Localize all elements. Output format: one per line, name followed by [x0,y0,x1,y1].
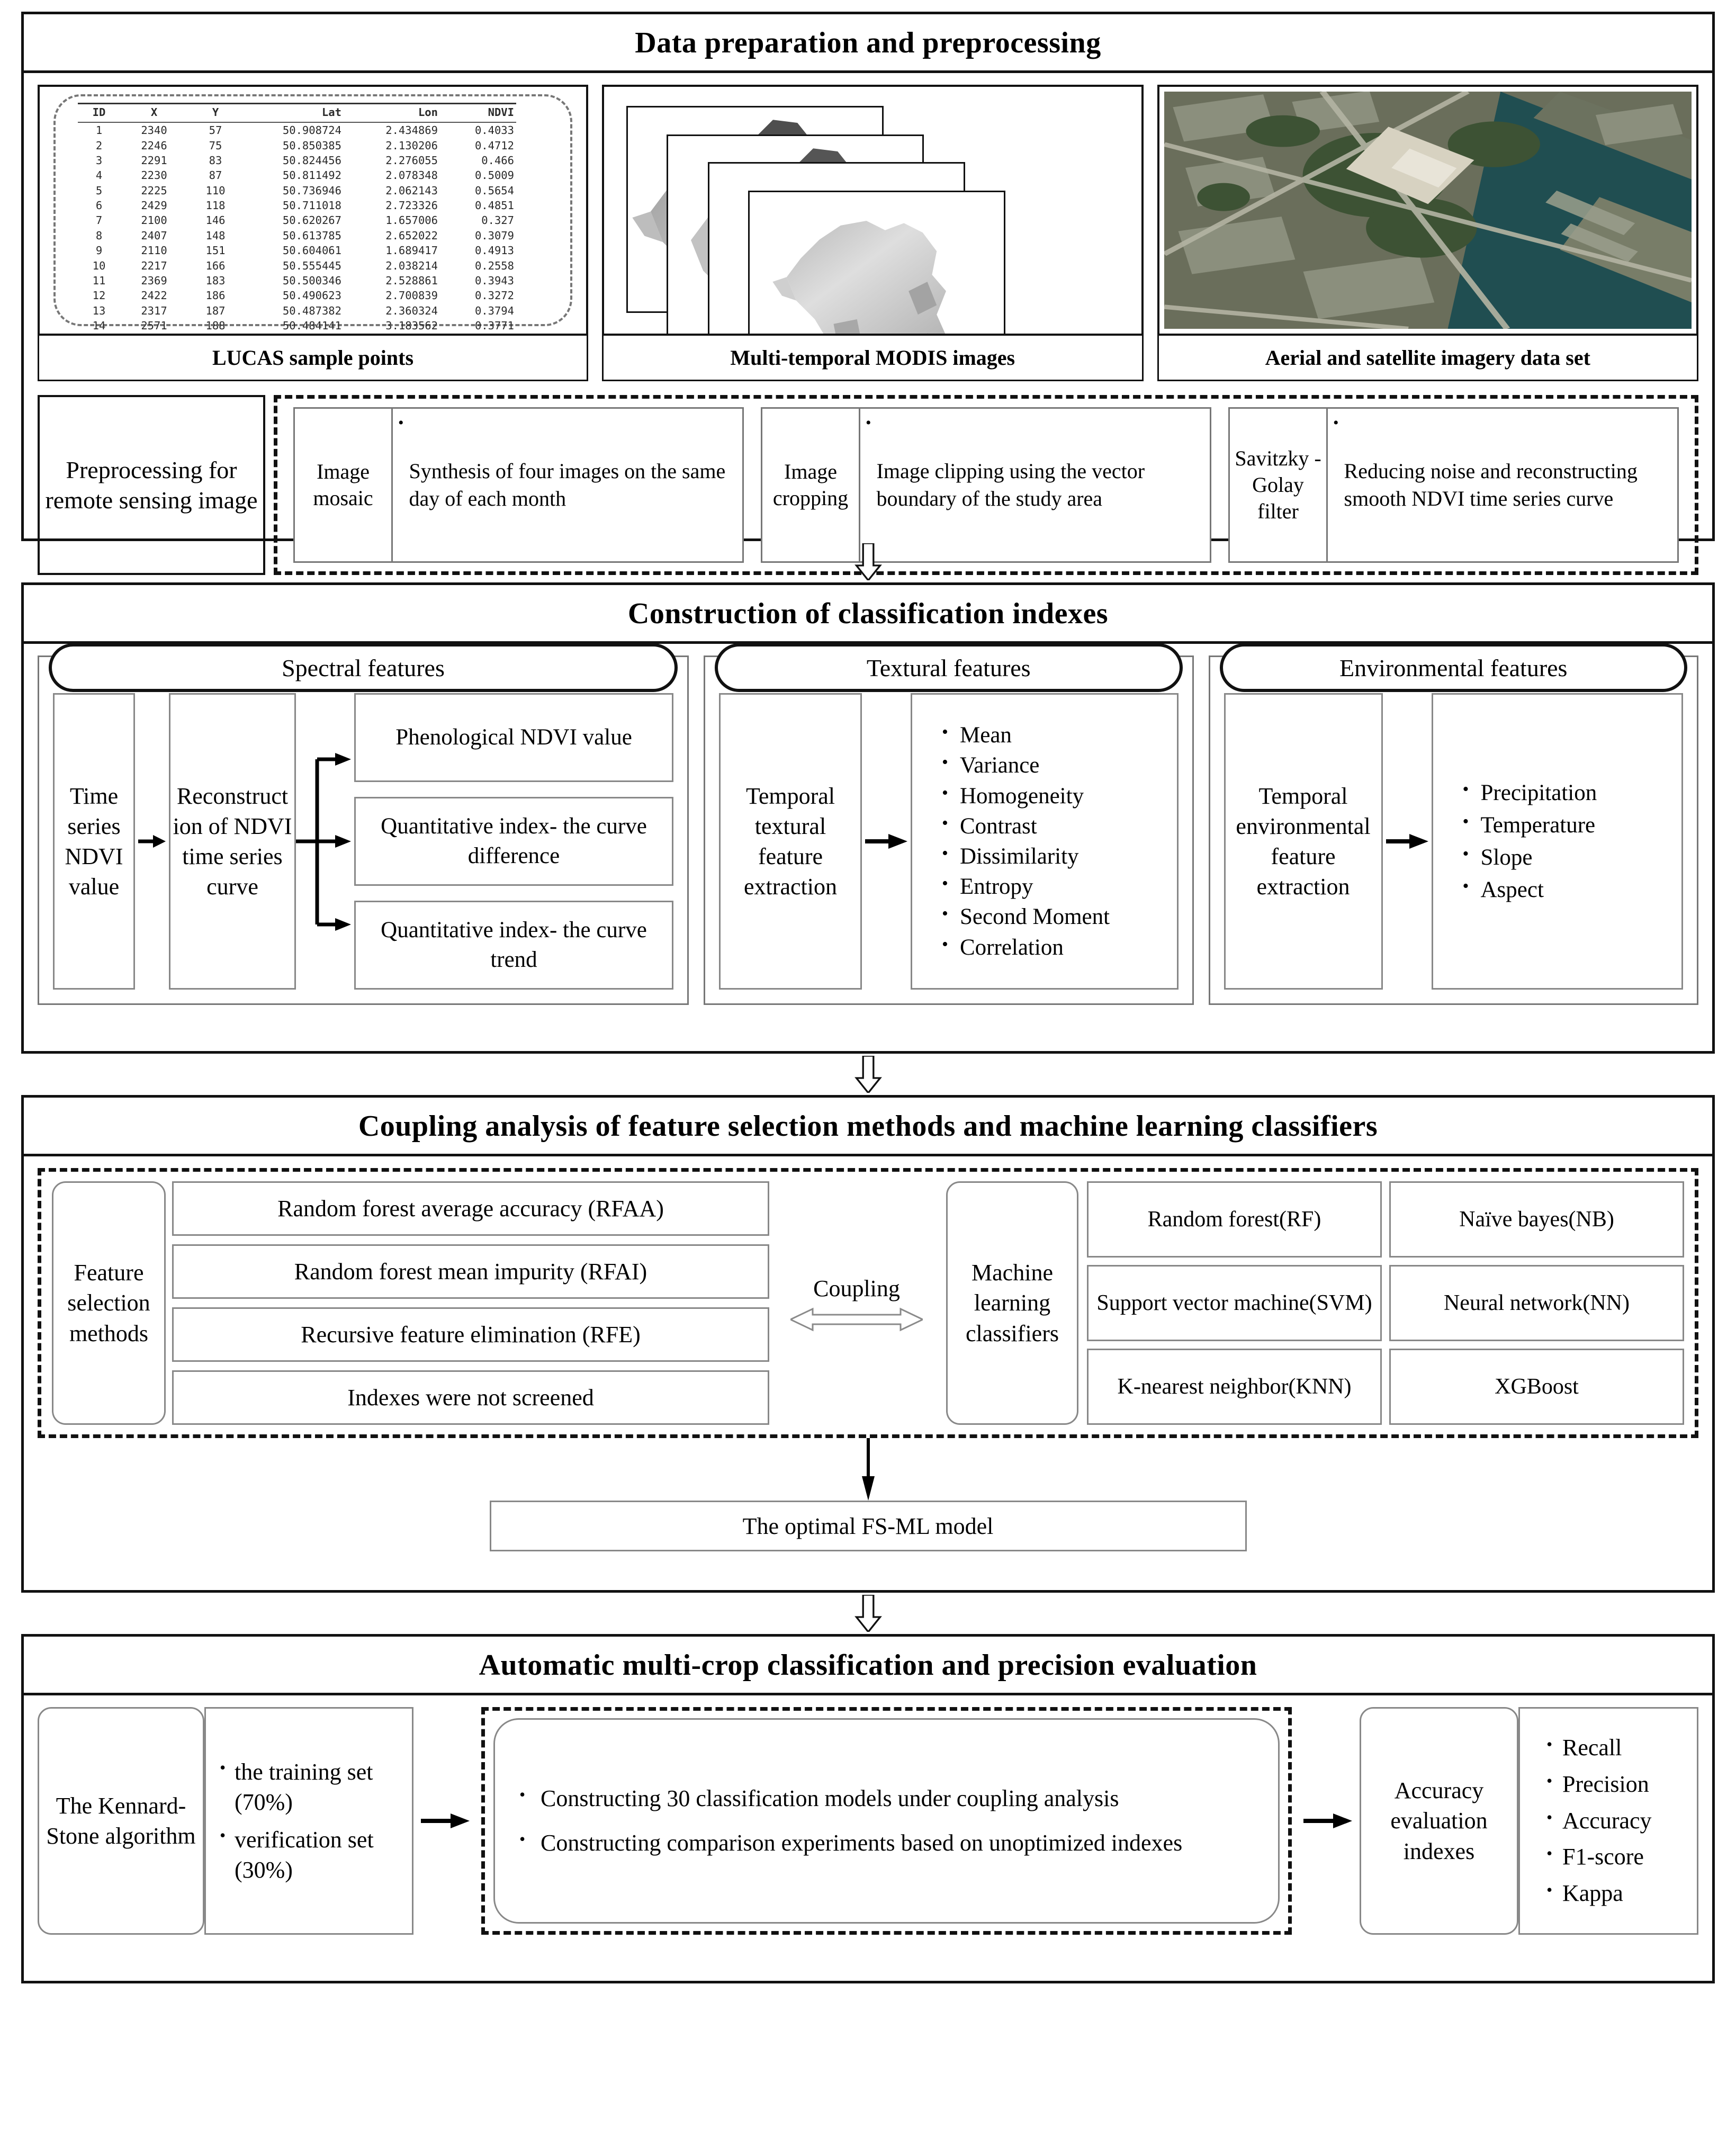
table-row [78,273,516,288]
optimal-model-area [38,1438,1698,1570]
table-cell: 110 [205,184,226,197]
modis-sheet-4 [748,191,1005,336]
table-cell: 50.487382 [282,304,341,317]
machine-learning-label: Machine learning classifiers [946,1181,1078,1425]
experiment-item: • Constructing 30 classification models under coupling analysis [541,1783,1257,1814]
down-arrow-icon [853,1056,883,1093]
table-cell: 2.130206 [385,139,438,152]
accuracy-index-item: • F1-score [1562,1843,1697,1871]
lucas-caption: LUCAS sample points [38,336,588,381]
textural-feature-item: • Dissimilarity [960,841,1177,872]
dataset-split-item: • the training set (70%) [235,1757,407,1817]
bullet-icon: • [1333,414,1339,432]
stage-title-data-preparation: Data preparation and preprocessing [24,14,1712,73]
data-sources-row [38,85,1698,381]
table-cell: 2.652022 [385,229,438,242]
textural-feature-item: • Variance [960,750,1177,780]
preprocessing-item-text: Image clipping using the vector boundary of the study area [876,459,1145,510]
experiment-item: • Constructing comparison experiments based on unoptimized indexes [541,1828,1257,1858]
lucas-table-frame [38,85,588,336]
right-arrow-icon [1302,1811,1353,1830]
table-cell: 12 [92,289,106,302]
preprocessing-item-name: Savitzky -Golay filter [1230,409,1328,561]
right-arrow-icon [864,832,909,851]
down-arrow-icon [858,1438,879,1502]
preprocessing-item [293,407,744,563]
arrow-to-accuracy [1296,1707,1360,1935]
classifier-cell[interactable]: Neural network(NN) [1389,1265,1684,1341]
table-cell: 2571 [141,319,167,333]
environmental-feature-item: • Slope [1481,841,1682,874]
arrow-stage3-to-stage4 [21,1593,1715,1634]
stage-title-evaluation: Automatic multi-crop classification and precision evaluation [24,1637,1712,1695]
table-cell: 75 [209,139,222,152]
classifier-grid [1087,1181,1684,1425]
table-cell: 8 [95,229,103,242]
table-cell: 188 [205,319,226,333]
experiments-dashed-group [481,1707,1292,1935]
table-column-header: NDVI [440,104,516,123]
textural-output-list [911,693,1179,990]
feature-selection-method[interactable]: Indexes were not screened [172,1370,769,1425]
preprocessing-item [1228,407,1679,563]
table-cell: 87 [209,169,222,182]
classifier-cell[interactable]: K-nearest neighbor(KNN) [1087,1349,1382,1425]
table-row [78,258,516,273]
classifier-cell[interactable]: XGBoost [1389,1349,1684,1425]
branch-arrow-icon [296,728,354,955]
spectral-features-card [38,656,689,1005]
accuracy-evaluation-label: Accuracy evaluation indexes [1360,1707,1518,1935]
table-cell [188,333,243,336]
feature-selection-label: Feature selection methods [52,1181,166,1425]
environmental-features-body [1210,681,1697,1003]
double-arrow-icon [790,1307,923,1332]
table-column-header: X [120,104,188,123]
table-column-header: Lon [344,104,440,123]
classifier-cell[interactable]: Naïve bayes(NB) [1389,1181,1684,1258]
accuracy-index-item: • Recall [1562,1734,1697,1762]
table-cell [344,333,440,336]
table-row [78,318,516,333]
classifier-cell[interactable]: Support vector machine(SVM) [1087,1265,1382,1341]
down-arrow-icon [853,1595,883,1632]
table-cell: 50.811492 [282,169,341,182]
stage-title-coupling-analysis: Coupling analysis of feature selection methods and machine learning classifiers [24,1098,1712,1156]
bullet-icon: • [398,414,404,432]
feature-selection-method[interactable]: Recursive feature elimination (RFE) [172,1307,769,1362]
textural-feature-item: • Mean [960,720,1177,750]
france-outline-icon [748,191,1005,336]
preprocessing-item-text: Reducing noise and reconstructing smooth NDVI time series curve [1344,459,1638,510]
table-cell: 0.3079 [474,229,514,242]
coupling-connector [769,1181,944,1425]
table-cell: 2.062143 [385,184,438,197]
table-row [78,303,516,318]
textural-features-title: Textural features [715,643,1183,692]
dataset-split-box [204,1707,413,1935]
bullet-icon: • [866,414,871,432]
arrow-spectral-1 [135,693,169,990]
modis-panel [602,85,1144,381]
preprocessing-item-detail [393,409,742,561]
lucas-panel [38,85,588,381]
table-cell: 50.736946 [282,184,341,197]
arrow-textural [862,693,911,990]
table-row [78,288,516,303]
aerial-photo-graphic [1164,92,1692,329]
table-cell: 50.711018 [282,199,341,212]
table-column-header: Y [188,104,243,123]
table-cell: 2225 [141,184,167,197]
table-cell: 50.620267 [282,214,341,227]
arrow-to-experiments [413,1707,477,1935]
table-cell: 50.555445 [282,259,341,272]
dataset-split-item: • verification set (30%) [235,1825,407,1885]
spectral-features-body [39,681,687,1003]
table-cell: 2.700839 [385,289,438,302]
environmental-feature-item: • Aspect [1481,874,1682,906]
table-cell: 0.327 [481,214,514,227]
table-cell: 186 [205,289,226,302]
table-row [78,168,516,183]
classifier-cell[interactable]: Random forest(RF) [1087,1181,1382,1258]
textural-feature-item: • Contrast [960,811,1177,841]
table-cell: 2340 [141,124,167,137]
table-cell: 118 [205,199,226,212]
table-cell: 2110 [141,244,167,257]
spectral-output-box: Quantitative index- the curve trend [354,901,673,990]
table-cell: 50.604061 [282,244,341,257]
table-cell: 14 [92,319,106,333]
table-cell: 0.466 [481,154,514,167]
table-cell: 166 [205,259,226,272]
environmental-process-box: Temporal environmental feature extraction [1224,693,1383,990]
table-cell: 187 [205,304,226,317]
table-cell: 5 [95,184,103,197]
table-cell: 146 [205,214,226,227]
right-arrow-icon [420,1811,471,1830]
lucas-table [78,103,516,336]
accuracy-index-item: • Precision [1562,1771,1697,1799]
table-cell: 50.500346 [282,274,341,287]
right-arrow-icon [1385,832,1429,851]
modis-caption: Multi-temporal MODIS images [602,336,1144,381]
table-cell: 2246 [141,139,167,152]
feature-selection-methods-list [172,1181,769,1425]
table-cell [440,333,516,336]
spectral-process-box: Reconstruct ion of NDVI time series curve [169,693,296,990]
down-arrow-icon [853,543,883,580]
table-cell: 50.490623 [282,289,341,302]
table-row [78,138,516,152]
stage-body-evaluation [24,1695,1712,1949]
table-header-row [78,104,516,123]
table-cell: 2429 [141,199,167,212]
textural-features-body [705,681,1192,1003]
environmental-features-card [1209,656,1699,1005]
table-cell: 2369 [141,274,167,287]
feature-cards-row [38,656,1698,1005]
spectral-output-box: Quantitative index- the curve difference [354,797,673,886]
textural-feature-item: • Second Moment [960,902,1177,932]
table-cell: 2.528861 [385,274,438,287]
textural-feature-item: • Correlation [960,932,1177,963]
table-cell: 2230 [141,169,167,182]
experiments-box [493,1718,1280,1924]
stage-body-classification-indexes [24,644,1712,1019]
stage-title-classification-indexes: Construction of classification indexes [24,585,1712,644]
optimal-model-box: The optimal FS-ML model [490,1501,1247,1551]
table-column-header: ID [78,104,120,123]
accuracy-index-item: • Accuracy [1562,1807,1697,1835]
table-cell: 50.824456 [282,154,341,167]
table-cell: 3 [95,154,103,167]
table-cell: 0.3794 [474,304,514,317]
table-cell: 7 [95,214,103,227]
aerial-caption: Aerial and satellite imagery data set [1157,336,1699,381]
table-row [78,228,516,243]
table-cell: 1 [95,124,103,137]
arrow-stage2-to-stage3 [21,1054,1715,1095]
environmental-feature-item: • Precipitation [1481,777,1682,809]
table-row [78,183,516,198]
feature-selection-method[interactable]: Random forest mean impurity (RFAI) [172,1244,769,1299]
environmental-features-title: Environmental features [1220,643,1688,692]
table-cell: 2.723326 [385,199,438,212]
modis-stack [604,87,1141,334]
stage-classification-indexes [21,582,1715,1054]
table-cell: 0.4033 [474,124,514,137]
table-row [78,213,516,228]
table-cell: 50.484141 [282,319,341,333]
aerial-panel [1157,85,1699,381]
table-cell: 151 [205,244,226,257]
table-cell: 50.850385 [282,139,341,152]
aerial-image-frame [1157,85,1699,336]
table-cell: 9 [95,244,103,257]
table-cell: 0.3943 [474,274,514,287]
feature-selection-method[interactable]: Random forest average accuracy (RFAA) [172,1181,769,1236]
table-column-header: Lat [243,104,344,123]
table-cell: 83 [209,154,222,167]
preprocessing-item-text: Synthesis of four images on the same day of each month [409,459,726,510]
kennard-stone-box: The Kennard-Stone algorithm [38,1707,204,1935]
table-cell: 50.613785 [282,229,341,242]
textural-feature-item: • Homogeneity [960,781,1177,811]
table-cell [243,333,344,336]
arrow-stage1-to-stage2 [21,541,1715,582]
table-cell: 183 [205,274,226,287]
environmental-feature-item: • Temperature [1481,809,1682,841]
stage-body-coupling-analysis [24,1156,1712,1584]
spectral-outputs [354,693,673,990]
stage-data-preparation [21,12,1715,541]
preprocessing-item-detail [1328,409,1677,561]
table-cell: 2100 [141,214,167,227]
preprocessing-item-name: Image cropping [762,409,860,561]
textural-features-card [704,656,1194,1005]
table-row [78,243,516,258]
aerial-photo [1164,92,1692,329]
table-cell: 4 [95,169,103,182]
accuracy-index-item: • Kappa [1562,1880,1697,1908]
table-cell: 6 [95,199,103,212]
table-cell [78,333,120,336]
table-row [78,333,516,336]
table-row [78,198,516,213]
table-cell: 50.908724 [282,124,341,137]
table-cell: 0.4851 [474,199,514,212]
table-cell: 1.689417 [385,244,438,257]
spectral-features-title: Spectral features [49,643,678,692]
table-cell: 10 [92,259,106,272]
environmental-output-list [1432,693,1684,990]
preprocessing-label: Preprocessing for remote sensing image [38,395,265,575]
coupling-dashed-group [38,1168,1698,1438]
table-cell: 0.2558 [474,259,514,272]
right-arrow-icon [137,832,167,850]
table-cell: 3.183562 [385,319,438,333]
table-cell: 2.276055 [385,154,438,167]
textural-feature-item: • Entropy [960,872,1177,902]
coupling-word: Coupling [813,1275,900,1301]
preprocessing-item-name: Image mosaic [295,409,393,561]
table-cell: 11 [92,274,106,287]
arrow-environmental [1383,693,1432,990]
table-cell: 2.360324 [385,304,438,317]
table-cell: 1.657006 [385,214,438,227]
table-cell: 2217 [141,259,167,272]
table-row [78,122,516,138]
table-row [78,153,516,168]
table-cell: 0.5654 [474,184,514,197]
textural-process-box: Temporal textural feature extraction [719,693,862,990]
arrow-spectral-branch [296,693,354,990]
stage-body-data-preparation [24,73,1712,589]
stage-evaluation [21,1634,1715,1983]
table-cell: 0.4913 [474,244,514,257]
accuracy-index-list [1518,1707,1698,1935]
table-cell: 2.038214 [385,259,438,272]
preprocessing-item [761,407,1211,563]
spectral-input-box: Time series NDVI value [53,693,135,990]
modis-image-frame [602,85,1144,336]
table-cell: 2317 [141,304,167,317]
table-cell: 2.434869 [385,124,438,137]
table-cell: 13 [92,304,106,317]
table-cell: 0.4712 [474,139,514,152]
preprocessing-item-detail [860,409,1210,561]
stage-coupling-analysis [21,1095,1715,1593]
table-cell: 2291 [141,154,167,167]
table-cell: 0.3272 [474,289,514,302]
table-cell: 2.078348 [385,169,438,182]
evaluation-row [38,1707,1698,1935]
table-cell: 2422 [141,289,167,302]
table-cell: 0.5009 [474,169,514,182]
table-cell: 148 [205,229,226,242]
table-cell: 2 [95,139,103,152]
table-cell: 57 [209,124,222,137]
spectral-output-box: Phenological NDVI value [354,693,673,782]
table-cell: 0.3771 [474,319,514,333]
table-cell: 2407 [141,229,167,242]
table-cell [120,333,188,336]
